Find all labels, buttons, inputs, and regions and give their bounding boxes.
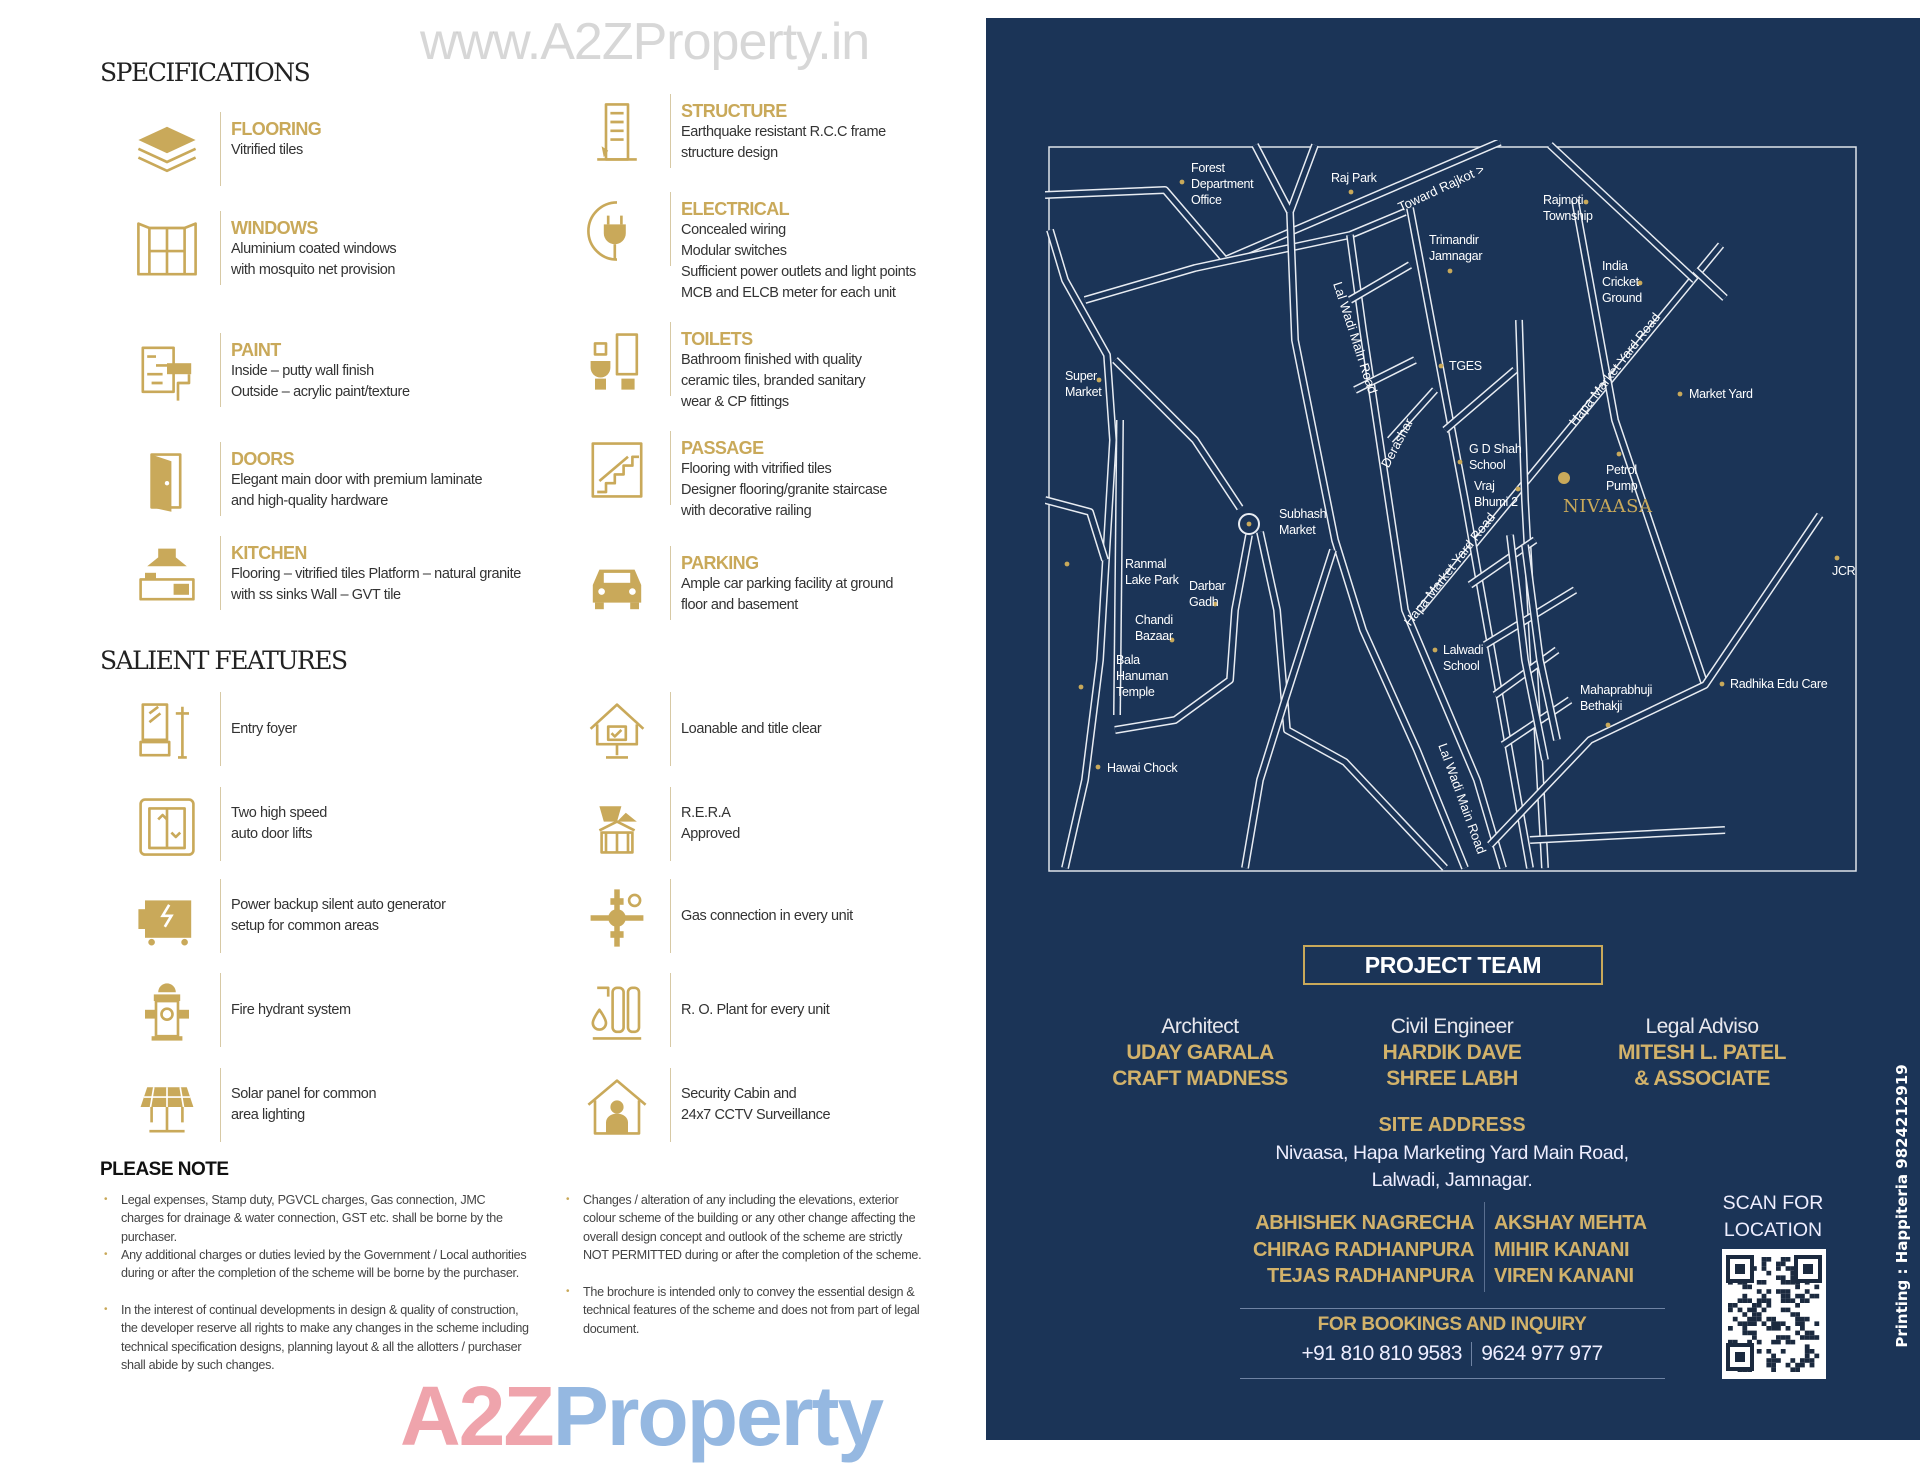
watermark-logo: A2ZProperty — [400, 1369, 883, 1463]
feature-label: R. O. Plant for every unit — [681, 1001, 830, 1018]
map-road — [1045, 500, 1105, 560]
feature-item — [128, 879, 446, 957]
place-label-line: Rajmoti — [1543, 193, 1584, 207]
house-check-icon — [584, 698, 650, 764]
spec-title: FLOORING — [231, 119, 322, 139]
road-label: Toward Rajkot > — [1395, 161, 1487, 215]
project-team-heading: PROJECT TEAM — [1364, 951, 1542, 978]
bullet-icon: • — [104, 1304, 108, 1315]
spec-item-structure — [578, 94, 886, 172]
item-text — [681, 787, 740, 861]
icon-wrap — [578, 879, 656, 957]
note-text: In the interest of continual developments in design & quality of construction, the developer reserve all rights to make any changes in the scheme including technical specification designs, planning layout & all the allotters / purchaser shall abide by such changes. — [121, 1303, 529, 1373]
feature-label: auto door lifts — [231, 826, 313, 842]
layers-icon — [134, 118, 200, 184]
divider-line — [1240, 1308, 1665, 1309]
place-label-line: Subhash — [1279, 507, 1327, 521]
developer-name: VIREN KANANI — [1494, 1265, 1634, 1287]
place-marker-icon — [1065, 562, 1070, 567]
feature-label: area lighting — [231, 1107, 305, 1123]
icon-wrap — [128, 536, 206, 614]
project-name-label: NIVAASA — [1563, 496, 1653, 517]
place-marker-icon — [1617, 452, 1622, 457]
feature-label: Power backup silent auto generator — [231, 897, 446, 913]
kitchen-icon — [134, 542, 200, 608]
plug-icon — [584, 198, 650, 264]
item-text — [231, 211, 396, 281]
place-label[interactable] — [1331, 171, 1378, 185]
team-name: MITESH L. PATEL — [1618, 1041, 1786, 1064]
feature-label: Loanable and title clear — [681, 720, 822, 737]
salient-features-heading: SALIENT FEATURES — [100, 646, 347, 675]
place-label-line: Market — [1065, 385, 1102, 399]
icon-wrap — [578, 692, 656, 770]
place-marker-icon — [1180, 180, 1185, 185]
developer-name: TEJAS RADHANPURA — [1267, 1265, 1474, 1287]
spec-detail: Sufficient power outlets and light points — [681, 264, 916, 280]
place-label-line: India — [1602, 259, 1628, 273]
map-road — [1445, 370, 1515, 430]
spec-detail: with ss sinks Wall – GVT tile — [231, 587, 401, 603]
place-label-line: School — [1443, 659, 1480, 673]
icon-wrap — [128, 112, 206, 190]
place-label[interactable] — [1065, 369, 1102, 399]
phone-number-1[interactable]: +91 810 810 9583 — [1301, 1342, 1462, 1365]
developer-name: CHIRAG RADHANPURA — [1253, 1238, 1474, 1261]
team-member — [1577, 1014, 1827, 1092]
spec-detail: Bathroom finished with quality — [681, 352, 862, 368]
place-label-line: Lake Park — [1125, 573, 1179, 587]
team-role: Civil Engineer — [1390, 1015, 1514, 1038]
spec-title: DOORS — [231, 449, 295, 469]
place-marker-icon — [1458, 460, 1463, 465]
icon-wrap — [128, 333, 206, 411]
place-label-line: Office — [1191, 193, 1222, 207]
feature-item — [578, 879, 853, 957]
feature-label: 24x7 CCTV Surveillance — [681, 1107, 831, 1123]
feature-item — [128, 1068, 376, 1146]
place-label-line: Hawai Chock — [1107, 761, 1178, 775]
spec-detail: ceramic tiles, branded sanitary — [681, 373, 866, 389]
item-divider — [670, 1068, 671, 1142]
place-label-line: TGES — [1449, 359, 1482, 373]
item-divider — [670, 973, 671, 1047]
place-marker-icon — [1247, 522, 1252, 527]
spec-title: STRUCTURE — [681, 101, 787, 121]
car-icon — [584, 552, 650, 618]
place-label-line: School — [1469, 458, 1506, 472]
note-item — [104, 1301, 529, 1375]
feature-label: Gas connection in every unit — [681, 907, 853, 924]
spec-detail: Vitrified tiles — [231, 142, 303, 158]
phone-divider — [1471, 1342, 1472, 1366]
item-divider — [220, 211, 221, 285]
developer-divider — [1484, 1202, 1485, 1292]
road-label: Hapa Market Yard Road — [1400, 509, 1499, 629]
place-label[interactable] — [1116, 653, 1168, 699]
road-label: Hapa Market Yard Road — [1565, 309, 1664, 429]
icon-wrap — [128, 211, 206, 289]
project-location-marker — [1558, 472, 1570, 484]
spec-detail: Elegant main door with premium laminate — [231, 472, 483, 488]
place-label[interactable] — [1469, 442, 1522, 472]
road-label: Lal Wadi Main Road — [1435, 741, 1490, 856]
booking-phones — [1252, 1342, 1652, 1366]
spec-detail: Flooring – vitrified tiles Platform – natural granite — [231, 566, 521, 582]
item-text — [681, 1068, 830, 1142]
place-label[interactable] — [1443, 643, 1483, 673]
ro-plant-icon — [584, 979, 650, 1045]
generator-icon — [134, 885, 200, 951]
item-text — [681, 879, 853, 953]
item-text — [231, 1068, 376, 1142]
item-divider — [220, 333, 221, 407]
spec-detail: Concealed wiring — [681, 222, 786, 238]
place-label-line: Market Yard — [1689, 387, 1753, 401]
item-divider — [220, 536, 221, 610]
team-name: CRAFT MADNESS — [1112, 1067, 1288, 1090]
phone-number-2[interactable]: 9624 977 977 — [1481, 1342, 1603, 1365]
paint-roller-icon — [134, 339, 200, 405]
feature-item — [578, 787, 740, 865]
icon-wrap — [578, 1068, 656, 1146]
place-label[interactable] — [1602, 259, 1642, 305]
item-text — [231, 787, 327, 861]
foyer-icon — [134, 698, 200, 764]
spec-item-kitchen — [128, 536, 521, 614]
spec-detail: structure design — [681, 145, 778, 161]
place-label-line: Lalwadi — [1443, 643, 1484, 657]
item-divider — [670, 787, 671, 861]
place-label-line: Gadh — [1189, 595, 1219, 609]
note-item — [104, 1191, 529, 1246]
spec-title: PASSAGE — [681, 438, 764, 458]
spec-detail: Earthquake resistant R.C.C frame — [681, 124, 886, 140]
icon-wrap — [128, 442, 206, 520]
item-divider — [220, 787, 221, 861]
icon-wrap — [128, 879, 206, 957]
developer-name: ABHISHEK NAGRECHA — [1255, 1212, 1474, 1234]
place-label-line: Trimandir — [1429, 233, 1479, 247]
icon-wrap — [578, 431, 656, 509]
spec-item-doors — [128, 442, 482, 520]
feature-label: Solar panel for common — [231, 1086, 377, 1102]
item-text — [231, 692, 297, 766]
note-item — [566, 1283, 928, 1338]
place-marker-icon — [1584, 200, 1589, 205]
feature-label: Fire hydrant system — [231, 1001, 351, 1018]
place-label-line: Bala — [1116, 653, 1140, 667]
note-text: Any additional charges or duties levied by the Government / Local authorities during or after the completion of the scheme will be borne by the purchaser. — [121, 1248, 527, 1281]
place-label[interactable] — [1689, 387, 1753, 401]
place-label-line: JCR — [1832, 564, 1856, 578]
item-divider — [670, 879, 671, 953]
place-label-line: Cricket — [1602, 275, 1639, 289]
icon-wrap — [128, 1068, 206, 1146]
place-label-line: Township — [1543, 209, 1593, 223]
window-icon — [134, 217, 200, 283]
item-text — [231, 879, 446, 953]
item-divider — [670, 322, 671, 396]
item-divider — [220, 1068, 221, 1142]
location-qr-code[interactable] — [1722, 1249, 1826, 1379]
place-label-line: Ground — [1602, 291, 1642, 305]
spec-title: PARKING — [681, 553, 759, 573]
scan-for-location-label — [1703, 1190, 1843, 1244]
icon-wrap — [128, 692, 206, 770]
feature-item — [128, 787, 327, 865]
feature-label: Entry foyer — [231, 720, 297, 737]
developer-name: AKSHAY MEHTA — [1494, 1212, 1647, 1234]
spec-detail: Modular switches — [681, 243, 787, 259]
spec-title: WINDOWS — [231, 218, 318, 238]
gas-pipe-icon — [584, 885, 650, 951]
spec-title: TOILETS — [681, 329, 753, 349]
divider-line — [1240, 1378, 1665, 1379]
item-text — [681, 546, 893, 616]
note-text: Legal expenses, Stamp duty, PGVCL charges, Gas connection, JMC charges for drainage & water connection, GST etc. shall be borne by the purchaser. — [121, 1193, 503, 1244]
place-label-line: G D Shah — [1469, 442, 1522, 456]
item-text — [231, 442, 482, 512]
team-member — [1075, 1014, 1325, 1092]
developer-name: MIHIR KANANI — [1494, 1238, 1630, 1261]
note-text: The brochure is intended only to convey the essential design & technical features of the scheme and does not from part of legal document. — [583, 1285, 920, 1336]
spec-item-paint — [128, 333, 410, 411]
item-text — [681, 94, 886, 164]
item-divider — [670, 192, 671, 266]
site-address-line: Lalwadi, Jamnagar. — [1371, 1169, 1533, 1191]
place-label-line: Hanuman — [1116, 669, 1169, 683]
team-member — [1327, 1014, 1577, 1092]
place-label-line: Chandi — [1135, 613, 1173, 627]
tower-icon — [584, 100, 650, 166]
place-marker-icon — [1678, 392, 1683, 397]
spec-detail: Flooring with vitrified tiles — [681, 461, 832, 477]
feature-item — [578, 692, 821, 770]
place-marker-icon — [1096, 765, 1101, 770]
spec-detail: floor and basement — [681, 597, 798, 613]
icon-wrap — [128, 787, 206, 865]
spec-detail: Aluminium coated windows — [231, 241, 397, 257]
item-text — [231, 973, 351, 1047]
lift-icon — [134, 793, 200, 859]
spec-item-flooring — [128, 112, 321, 190]
icon-wrap — [578, 322, 656, 400]
place-label-line: Market — [1279, 523, 1316, 537]
place-label-line: Radhika Edu Care — [1730, 677, 1828, 691]
item-divider — [670, 431, 671, 505]
please-note-heading: PLEASE NOTE — [100, 1159, 229, 1180]
spec-item-windows — [128, 211, 396, 289]
place-label-line: Raj Park — [1331, 171, 1377, 185]
icon-wrap — [578, 94, 656, 172]
site-address — [1227, 1140, 1677, 1194]
toilet-icon — [584, 328, 650, 394]
spec-title: KITCHEN — [231, 543, 307, 563]
bullet-icon: • — [566, 1286, 570, 1297]
icon-wrap — [578, 787, 656, 865]
team-role: Legal Adviso — [1645, 1015, 1759, 1038]
printer-credit: Printing : Happiteria 9824212919 — [1893, 1064, 1911, 1348]
developer-names-left — [1224, 1210, 1474, 1290]
place-label[interactable] — [1135, 613, 1173, 643]
place-label-line: Bethakji — [1580, 699, 1623, 713]
item-divider — [220, 692, 221, 766]
place-marker-icon — [1720, 682, 1725, 687]
security-cabin-icon — [584, 1074, 650, 1140]
road-label: Lal Wadi Main Road — [1330, 279, 1381, 396]
place-label[interactable] — [1429, 233, 1482, 263]
place-label-line: Vraj — [1474, 479, 1495, 493]
item-divider — [670, 692, 671, 766]
spec-detail: wear & CP fittings — [681, 394, 789, 410]
item-text — [231, 536, 521, 606]
spec-detail: Ample car parking facility at ground — [681, 576, 894, 592]
note-item — [104, 1246, 529, 1283]
place-label-line: Ranmal — [1125, 557, 1167, 571]
place-label[interactable] — [1580, 683, 1652, 713]
place-label-line: Super — [1065, 369, 1097, 383]
item-divider — [220, 442, 221, 516]
spec-item-passage — [578, 431, 887, 522]
developer-names-right — [1494, 1210, 1689, 1290]
feature-item — [578, 973, 829, 1051]
team-name: UDAY GARALA — [1126, 1041, 1274, 1064]
place-label[interactable] — [1189, 579, 1226, 609]
team-role: Architect — [1161, 1015, 1239, 1038]
item-divider — [670, 546, 671, 620]
project-team-heading-box — [1303, 945, 1603, 985]
team-name: SHREE LABH — [1386, 1067, 1518, 1090]
place-label-line: Bazaar — [1135, 629, 1173, 643]
place-label[interactable] — [1449, 359, 1482, 373]
item-divider — [670, 94, 671, 168]
place-label[interactable] — [1832, 564, 1856, 578]
place-label-line: Temple — [1116, 685, 1155, 699]
place-marker-icon — [1835, 556, 1840, 561]
site-address-heading: SITE ADDRESS — [1378, 1114, 1526, 1136]
icon-wrap — [578, 973, 656, 1051]
place-marker-icon — [1433, 648, 1438, 653]
place-label[interactable] — [1191, 161, 1254, 207]
item-divider — [220, 973, 221, 1047]
place-label[interactable] — [1730, 677, 1828, 691]
item-text — [231, 333, 410, 403]
spec-detail: MCB and ELCB meter for each unit — [681, 285, 896, 301]
place-label-line: Petrol — [1606, 463, 1637, 477]
feature-item — [578, 1068, 830, 1146]
bullet-icon: • — [104, 1249, 108, 1260]
icon-wrap — [128, 973, 206, 1051]
item-text — [681, 192, 916, 304]
spec-detail: Designer flooring/granite staircase — [681, 482, 888, 498]
place-label-line: Mahaprabhuji — [1580, 683, 1653, 697]
place-marker-icon — [1079, 685, 1084, 690]
place-label-line: Pump — [1606, 479, 1638, 493]
feature-label: Two high speed — [231, 805, 327, 821]
note-item — [566, 1191, 928, 1265]
place-marker-icon — [1606, 723, 1611, 728]
item-text — [681, 431, 887, 522]
road-label: Derashar — [1377, 415, 1417, 471]
feature-label: Security Cabin and — [681, 1086, 797, 1102]
spec-detail: Outside – acrylic paint/texture — [231, 384, 410, 400]
feature-item — [128, 973, 351, 1051]
spec-detail: with decorative railing — [681, 503, 812, 519]
location-map[interactable] — [1045, 140, 1865, 880]
spec-detail: and high-quality hardware — [231, 493, 388, 509]
item-text — [231, 112, 321, 161]
solar-panel-icon — [134, 1074, 200, 1140]
feature-label: R.E.R.A — [681, 805, 731, 821]
item-text — [681, 973, 829, 1047]
scan-label-line: LOCATION — [1723, 1219, 1823, 1241]
place-label-line: Bhumi 2 — [1474, 495, 1518, 509]
place-label[interactable] — [1279, 507, 1327, 537]
place-marker-icon — [1097, 378, 1102, 383]
door-icon — [134, 448, 200, 514]
item-text — [681, 322, 865, 413]
place-label[interactable] — [1107, 761, 1178, 775]
place-marker-icon — [1448, 269, 1453, 274]
place-label-line: Forest — [1191, 161, 1225, 175]
place-label-line: Darbar — [1189, 579, 1226, 593]
rera-icon — [584, 793, 650, 859]
feature-label: Approved — [681, 826, 740, 842]
feature-item — [128, 692, 297, 770]
note-text: Changes / alteration of any including the elevations, exterior colour scheme of the building or any other change affecting the overall design concept and outlook of the scheme are strictly NOT PERMITTED during or after the completion of the scheme. — [583, 1193, 922, 1263]
watermark-url: www.A2ZProperty.in — [420, 13, 870, 71]
staircase-icon — [584, 437, 650, 503]
place-marker-icon — [1439, 364, 1444, 369]
map-road — [1695, 270, 1725, 298]
bullet-icon: • — [566, 1194, 570, 1205]
spec-detail: Inside – putty wall finish — [231, 363, 374, 379]
place-label[interactable] — [1543, 193, 1593, 223]
bullet-icon: • — [104, 1194, 108, 1205]
item-divider — [220, 879, 221, 953]
spec-item-parking — [578, 546, 893, 624]
spec-item-electrical — [578, 192, 916, 304]
team-name: HARDIK DAVE — [1382, 1041, 1522, 1064]
scan-label-line: SCAN FOR — [1722, 1192, 1824, 1214]
team-name: & ASSOCIATE — [1634, 1067, 1770, 1090]
place-label-line: Jamnagar — [1429, 249, 1483, 263]
map-road — [1290, 212, 1465, 868]
place-label[interactable] — [1125, 557, 1180, 587]
site-address-line: Nivaasa, Hapa Marketing Yard Main Road, — [1275, 1142, 1629, 1164]
feature-label: setup for common areas — [231, 918, 379, 934]
spec-title: ELECTRICAL — [681, 199, 789, 219]
item-text — [681, 692, 821, 766]
place-marker-icon — [1516, 487, 1521, 492]
fire-hydrant-icon — [134, 979, 200, 1045]
icon-wrap — [578, 546, 656, 624]
map-road — [1290, 212, 1465, 868]
place-marker-icon — [1349, 190, 1354, 195]
place-label-line: Department — [1191, 177, 1254, 191]
spec-detail: with mosquito net provision — [231, 262, 396, 278]
icon-wrap — [578, 192, 656, 270]
bookings-heading: FOR BOOKINGS AND INQUIRY — [1317, 1314, 1587, 1335]
spec-item-toilets — [578, 322, 865, 413]
spec-title: PAINT — [231, 340, 281, 360]
item-divider — [220, 112, 221, 186]
specifications-heading: SPECIFICATIONS — [100, 58, 310, 87]
